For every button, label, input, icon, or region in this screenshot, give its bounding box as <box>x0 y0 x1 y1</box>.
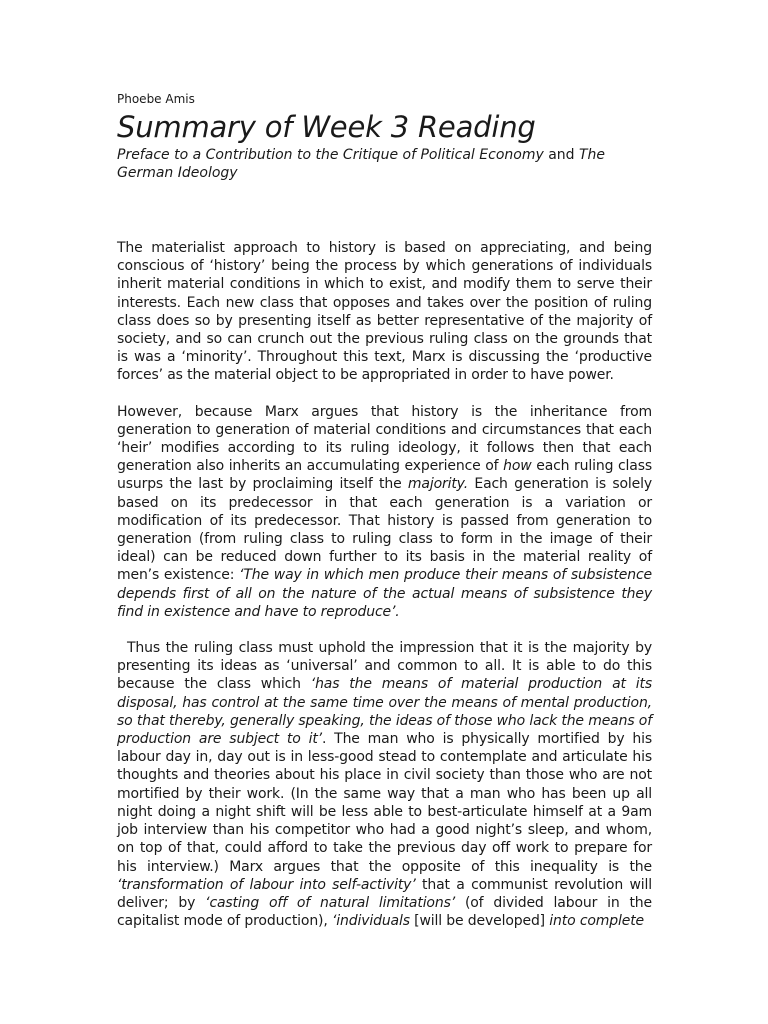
document-title: Summary of Week 3 Reading <box>117 110 536 144</box>
quotation-text: ‘individuals <box>331 913 410 930</box>
subtitle-joiner: and <box>543 147 579 163</box>
document-page <box>117 92 652 948</box>
quotation-text: into complete <box>549 913 645 930</box>
emphasis-text: how <box>503 458 532 475</box>
emphasis-text: majority. <box>407 476 469 493</box>
paragraph-text: However, because Marx argues that history is the inheritance from generation to generation of material conditions and circumstances that each ‘heir’ modifies according to its ruling ideology, it follows then that each generation also inherits an accumulating experience of <box>117 403 652 475</box>
paragraph-text: The materialist approach to history is based on appreciating, and being conscious of ‘history’ being the process by which generations of individuals inherit material conditions in which to exist, and modify them to serve their interests. Each new class that opposes and takes over the position of ruling class does so by presenting itself as better representative of the majority of society, and so can crunch out the previous ruling class on the grounds that is was a ‘minority’. Throughout this text, Marx is discussing the ‘productive forces’ as the material object to be appropriated in order to have power. <box>117 240 652 384</box>
paragraph-3 <box>117 639 652 930</box>
paragraph-text: . The man who is physically mortified by his labour day in, day out is in less-good stead to contemplate and articulate his thoughts and theories about his place in civil society than those who are not mortified by their work. (In the same way that a man who has been up all night doing a night shift will be less able to best-articulate himself at a 9am job interview than his competitor who had a good night’s sleep, and whom, on top of that, could afford to take the previous day off work to prepare for his interview.) Marx argues that the opposite of this inequality is the <box>117 731 652 875</box>
paragraph-1 <box>117 239 652 385</box>
document-subtitle <box>117 146 652 182</box>
quotation-text: ‘has the means of material production at its disposal, has control at the same time over the means of mental production, so that thereby, generally speaking, the ideas of those who lack the means of production are subject to it’ <box>117 676 652 748</box>
quotation-text: ‘transformation of labour into self-activity’ <box>117 876 416 893</box>
subtitle-work-1: Preface to a Contribution to the Critique of Political Economy <box>117 147 544 163</box>
paragraph-text: that a communist revolution will deliver; by <box>117 876 652 911</box>
paragraph-text: [will be developed] <box>409 913 550 930</box>
paragraph-2 <box>117 403 652 621</box>
paragraph-text: Each generation is solely based on its predecessor in that each generation is a variation or modification of its predecessor. That history is passed from generation to generation (from ruling class to ruling class to form in the image of their ideal) can be reduced down further to its basis in the material reality of men’s existence: <box>117 476 652 584</box>
paragraph-text: Thus the ruling class must uphold the impression that it is the majority by presenting its ideas as ‘universal’ and common to all. It is able to do this because the class which <box>117 640 652 693</box>
quotation-text: ‘casting off of natural limitations’ <box>205 894 456 911</box>
document-body <box>117 239 652 930</box>
paragraph-text: (of divided labour in the capitalist mode of production), <box>117 894 652 930</box>
subtitle-work-2: The German Ideology <box>117 147 606 181</box>
paragraph-text: each ruling class usurps the last by proclaiming itself the <box>117 458 652 493</box>
quotation-text: ‘The way in which men produce their means of subsistence depends first of all on the nature of the actual means of subsistence they find in existence and have to reproduce’. <box>117 567 652 620</box>
author-name: Phoebe Amis <box>117 92 195 106</box>
